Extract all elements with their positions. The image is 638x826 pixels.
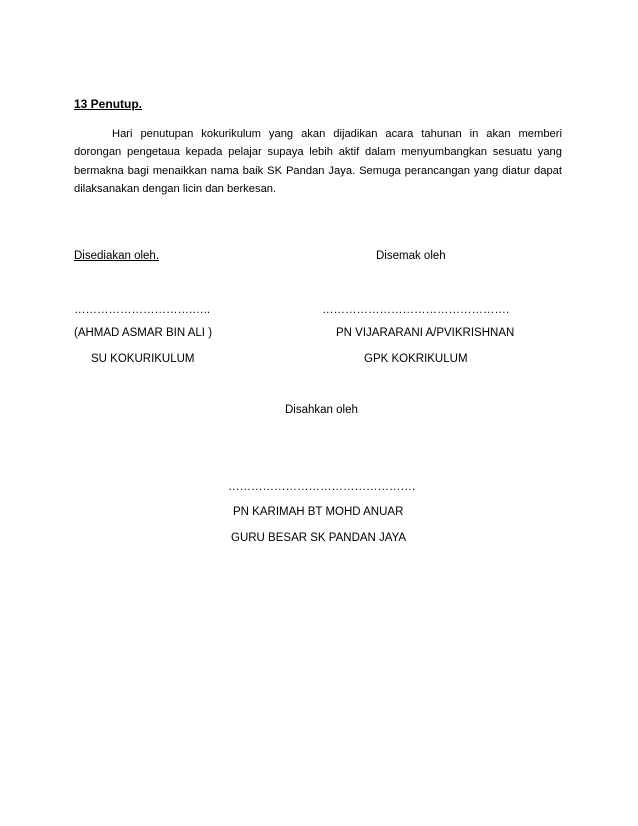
approved-signature-line: ………………………………………….	[228, 481, 416, 493]
checked-by-name: PN VIJARARANI A/PVIKRISHNAN	[336, 327, 515, 339]
prepared-by-label: Disediakan oleh.	[74, 250, 160, 262]
approved-by-label: Disahkan oleh	[285, 404, 358, 416]
prepared-by-title: SU KOKURIKULUM	[91, 353, 195, 365]
checked-by-label: Disemak oleh	[376, 250, 446, 262]
prepared-by-name: (AHMAD ASMAR BIN ALI )	[74, 327, 213, 339]
checked-by-title: GPK KOKRIKULUM	[364, 353, 468, 365]
approved-by-name: PN KARIMAH BT MOHD ANUAR	[233, 506, 404, 518]
approved-by-title: GURU BESAR SK PANDAN JAYA	[231, 532, 407, 544]
section-heading: 13 Penutup.	[74, 97, 143, 111]
prepared-signature-line: ………………………….…..	[74, 304, 211, 316]
checked-signature-line: ………………………………………….	[322, 304, 510, 316]
closing-paragraph: Hari penutupan kokurikulum yang akan dijadikan acara tahunan in akan memberi dorongan pengetaua kepada pelajar supaya lebih aktif dalam menyumbangkan sesuatu yang bermakna bagi menaikkan nama baik SK Pandan Jaya. Semuga perancangan yang diatur dapat dilaksanakan dengan licin dan berkesan.	[74, 128, 562, 195]
